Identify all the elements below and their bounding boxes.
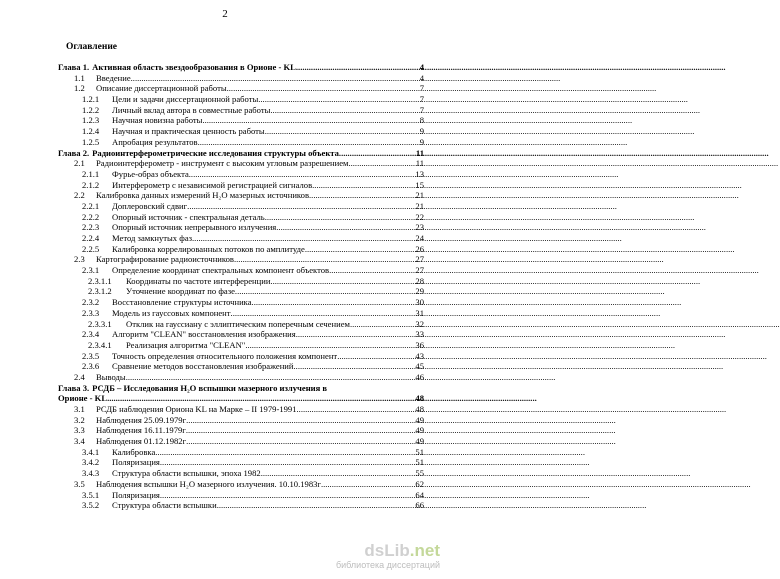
toc-entry-number: Глава 1. (58, 62, 90, 72)
toc-entry-number: 1.1 (74, 72, 85, 83)
page-number: 2 (222, 8, 228, 20)
toc-entry-title: Поляризация (112, 457, 160, 468)
toc-leader-dots (186, 415, 414, 426)
toc-entry-page: 28 (415, 275, 424, 286)
toc-leader-dots (305, 244, 415, 255)
toc-entry-title: Наблюдения вспышки H₂O мазерного излучения. 10.10.1983г (96, 478, 321, 489)
toc-leader-dots (321, 479, 414, 490)
toc-entry-number: 2.2.3 (82, 222, 100, 233)
toc-entry-title: Описание диссертационной работы (96, 83, 227, 94)
toc-entry (58, 265, 424, 276)
toc-entry-title: Фурье-образ объекта (112, 168, 189, 179)
toc-entry-title: Радиоинтерферометрические исследования структуры объекта (92, 147, 339, 158)
toc-entry-number: 3.4 (74, 436, 85, 447)
toc-leader-dots (276, 222, 414, 233)
toc-chapter-entry (58, 62, 424, 73)
toc-entry-title: Апробация результатов (112, 136, 198, 147)
toc-entry-number: 1.2.2 (82, 104, 100, 115)
toc-entry (58, 404, 424, 415)
toc-entry (58, 126, 424, 137)
toc-leader-dots (160, 490, 415, 501)
toc-entry (58, 244, 424, 255)
toc-leader-dots (296, 329, 415, 340)
toc-entry-page: 15 (415, 179, 424, 190)
toc-entry-title: Наблюдения 01.12.1982г (96, 436, 187, 447)
toc-entry-title: Метод замкнутых фаз (112, 233, 193, 243)
toc-entry-number: 3.4.2 (82, 457, 100, 468)
toc-entry-number: 2.3.1.1 (88, 275, 112, 286)
toc-entry (58, 425, 424, 436)
toc-entry (58, 351, 424, 362)
toc-entry (58, 297, 424, 308)
toc-entry (58, 329, 424, 340)
toc-leader-dots (265, 126, 419, 137)
watermark-subtitle: библиотека диссертаций (335, 560, 440, 570)
toc-leader-dots (192, 233, 414, 244)
toc-entry-title: Орионе - KL (58, 393, 108, 404)
toc-leader-dots (312, 180, 414, 191)
toc-entry-page: 11 (415, 158, 424, 169)
toc-entry-page: 32 (415, 318, 424, 329)
toc-entry-number: 2.3.5 (82, 350, 100, 361)
toc-entry-title: Доплеровский сдвиг (112, 200, 188, 211)
toc-entry-number: 3.5 (74, 478, 85, 489)
toc-leader-dots (186, 425, 415, 436)
toc-entry-page: 23 (415, 222, 424, 233)
toc-leader-dots (155, 447, 414, 458)
toc-leader-dots (235, 286, 414, 297)
toc-entry (58, 415, 424, 426)
toc-entry (58, 457, 424, 468)
toc-entry-page: 64 (415, 489, 424, 500)
toc-chapter-entry (58, 393, 424, 404)
toc-entry-title: Радиоинтерферометр - инструмент с высоким угловым разрешением (96, 158, 349, 169)
toc-entry-page: 30 (415, 297, 424, 308)
toc-entry-page: 8 (419, 115, 424, 126)
toc-leader-dots (189, 169, 415, 180)
toc-leader-dots (329, 265, 414, 276)
toc-entry-number: 1.2.3 (82, 115, 100, 126)
toc-entry-title: Калибровка коррелированных потоков по амплитуде (112, 243, 305, 254)
toc-entry-number: 2.2 (74, 190, 85, 201)
toc-entry (58, 222, 424, 233)
toc-entry-title: Введение (96, 72, 131, 83)
toc-leader-dots (309, 190, 414, 201)
toc-leader-dots (261, 468, 415, 479)
toc-entry-page: 29 (415, 286, 424, 297)
toc-entry-title: Отклик на гауссиану с эллиптическим поперечным сечением (126, 318, 350, 329)
toc-entry-number: 2.3.1 (82, 265, 100, 276)
toc-entry-page: 7 (419, 104, 424, 115)
toc-leader-dots (231, 308, 415, 319)
toc-entry-number: 2.3.4 (82, 329, 100, 340)
toc-leader-dots (234, 254, 414, 265)
toc-leader-dots (198, 137, 419, 148)
toc-entry-number: 1.2.5 (82, 136, 100, 147)
toc-entry-number: 1.2.4 (82, 126, 100, 137)
toc-entry-number: 2.2.2 (82, 211, 100, 222)
toc-entry-page: 22 (415, 211, 424, 222)
toc-entry-number: 3.1 (74, 404, 85, 414)
toc-leader-dots (227, 83, 419, 94)
toc-heading: Оглавление (66, 42, 118, 52)
toc-entry-page: 45 (415, 361, 424, 372)
toc-entry-number: 3.5.1 (82, 489, 100, 500)
table-of-contents (58, 62, 424, 511)
toc-entry-title: Координаты по частоте интерференции (126, 275, 271, 286)
toc-entry-number: 2.3 (74, 254, 85, 265)
toc-entry-title: Научная и практическая ценность работы (112, 126, 265, 137)
toc-entry-title: Активная область звездообразования в Орионе - KL (92, 62, 296, 72)
toc-entry (58, 436, 424, 447)
toc-entry-page: 43 (415, 350, 424, 361)
toc-entry-title: Наблюдения 16.11.1979г (96, 425, 186, 436)
watermark-logo (336, 542, 440, 560)
toc-leader-dots (348, 158, 414, 169)
toc-entry-number: 2.3.3 (82, 307, 100, 318)
toc-entry-page: 36 (415, 339, 424, 350)
toc-entry (58, 158, 424, 169)
toc-entry-title: РСДБ наблюдения Ориона KL на Марке – II 1979-1991 (96, 404, 297, 414)
toc-entry (58, 276, 424, 287)
toc-entry (58, 83, 424, 94)
toc-leader-dots (217, 500, 415, 511)
toc-entry (58, 94, 424, 105)
toc-entry-title: Точность определения относительного положения компонент (112, 350, 338, 361)
toc-leader-dots (126, 372, 415, 383)
toc-leader-dots (187, 201, 414, 212)
toc-entry-page: 49 (415, 414, 424, 425)
toc-entry (58, 319, 424, 330)
watermark-logo-tld: .net (409, 541, 440, 560)
toc-leader-dots (265, 212, 415, 223)
toc-entry-title: Определение координат спектральных компонент объектов (112, 265, 330, 276)
toc-entry (58, 169, 424, 180)
toc-entry-title: Интерферометр с независимой регистрацией сигналов (112, 179, 313, 190)
toc-entry-page: 46 (415, 371, 424, 382)
toc-leader-dots (202, 115, 418, 126)
toc-entry-number: 1.2.1 (82, 94, 100, 105)
toc-entry-page: 55 (415, 468, 424, 479)
toc-entry-title: Алгоритм "CLEAN" восстановления изображения (112, 329, 296, 340)
toc-entry-page: 7 (419, 94, 424, 105)
toc-entry-number: 2.3.4.1 (88, 339, 112, 350)
toc-entry-page: 33 (415, 329, 424, 340)
toc-entry (58, 137, 424, 148)
toc-entry-number: 2.2.5 (82, 243, 100, 254)
toc-entry-page: 11 (415, 147, 424, 158)
toc-entry (58, 212, 424, 223)
toc-entry (58, 115, 424, 126)
toc-entry-page: 27 (415, 254, 424, 265)
toc-entry-number: Глава 3. (58, 382, 90, 393)
toc-entry (58, 372, 424, 383)
toc-entry-page: 7 (419, 83, 424, 94)
toc-entry (58, 490, 424, 501)
toc-entry (58, 180, 424, 191)
toc-entry-number: 2.2.4 (82, 233, 100, 243)
toc-entry-page: 31 (415, 307, 424, 318)
toc-entry-number: 2.3.3.1 (88, 318, 112, 329)
toc-entry (58, 308, 424, 319)
toc-entry-number: Глава 2. (58, 147, 90, 158)
toc-entry-number: 3.4.3 (82, 468, 100, 479)
toc-entry-title: Структура области вспышки, эпоха 1982 (112, 468, 261, 479)
toc-entry-title: Цели и задачи диссертационной работы (112, 94, 259, 105)
toc-chapter-entry (58, 148, 424, 159)
toc-entry-title: Выводы (96, 371, 126, 382)
toc-leader-dots (186, 436, 414, 447)
toc-entry-page: 9 (419, 126, 424, 137)
toc-entry (58, 286, 424, 297)
toc-entry-number: 2.3.2 (82, 297, 100, 308)
toc-leader-dots (337, 351, 414, 362)
toc-entry-number: 2.3.6 (82, 361, 100, 372)
watermark-logo-main: dsLib (364, 541, 410, 560)
toc-entry-number: 2.1 (74, 158, 85, 169)
toc-leader-dots (297, 404, 415, 415)
toc-entry (58, 254, 424, 265)
toc-entry (58, 105, 424, 116)
toc-leader-dots (296, 62, 419, 73)
toc-entry-number: 3.2 (74, 414, 85, 425)
toc-leader-dots (270, 276, 414, 287)
toc-leader-dots (252, 297, 415, 308)
toc-entry-page: 62 (415, 478, 424, 489)
toc-entry (58, 447, 424, 458)
toc-chapter-entry (58, 383, 424, 394)
toc-entry-title: Восстановление структуры источника (112, 297, 252, 308)
toc-entry (58, 479, 424, 490)
toc-entry (58, 340, 424, 351)
toc-entry-title: Наблюдения 25.09.1979г (96, 414, 187, 425)
toc-entry-page: 13 (415, 168, 424, 179)
toc-entry-number: 2.4 (74, 371, 85, 382)
toc-entry-number: 2.1.2 (82, 179, 100, 190)
toc-leader-dots (339, 148, 415, 159)
toc-entry (58, 468, 424, 479)
toc-entry-page: 48 (415, 404, 424, 414)
dslib-watermark (336, 542, 440, 571)
toc-leader-dots (350, 319, 414, 330)
toc-entry-number: 3.3 (74, 425, 85, 436)
toc-entry-page: 49 (415, 436, 424, 447)
toc-entry-title: Научная новизна работы (112, 115, 203, 126)
toc-entry-title: Личный вклад автора в совместные работы (112, 104, 271, 115)
toc-leader-dots (270, 105, 418, 116)
toc-entry-title: Поляризация (112, 489, 160, 500)
toc-entry-page: 4 (419, 62, 424, 72)
toc-leader-dots (160, 457, 415, 468)
toc-entry-number: 1.2 (74, 83, 85, 94)
toc-entry (58, 361, 424, 372)
toc-entry (58, 190, 424, 201)
toc-entry-number: 2.2.1 (82, 200, 100, 211)
toc-entry-page: 4 (419, 72, 424, 83)
toc-leader-dots (245, 340, 414, 351)
toc-entry-number: 2.1.1 (82, 168, 100, 179)
toc-entry-title: Опорный источник - спектральная деталь (112, 211, 265, 222)
toc-entry-page: 26 (415, 243, 424, 254)
toc-leader-dots (258, 94, 418, 105)
toc-entry-page: 21 (415, 200, 424, 211)
toc-entry (58, 500, 424, 511)
toc-entry-title: Уточнение координат по фазе (126, 286, 235, 297)
toc-entry-page: 21 (415, 190, 424, 201)
toc-entry (58, 233, 424, 244)
toc-entry-number: 3.5.2 (82, 500, 100, 511)
toc-entry-number: 2.3.1.2 (88, 286, 112, 297)
toc-entry-page: 24 (415, 233, 424, 243)
toc-entry-page: 49 (415, 425, 424, 436)
toc-entry-title: Структура области вспышки (112, 500, 217, 511)
toc-entry-title: Модель из гауссовых компонент (112, 307, 231, 318)
toc-leader-dots (131, 73, 419, 84)
toc-entry (58, 201, 424, 212)
toc-entry-page: 66 (415, 500, 424, 511)
toc-leader-dots (107, 393, 414, 404)
toc-entry-title: Реализация алгоритма "CLEAN" (126, 339, 246, 350)
toc-entry-page: 51 (415, 446, 424, 457)
toc-entry-title: Сравнение методов восстановления изображений (112, 361, 294, 372)
toc-entry-title: Калибровка (112, 446, 156, 457)
toc-entry-title: Калибровка данных измерений H₂O мазерных источников (96, 190, 310, 201)
toc-entry (58, 73, 424, 84)
toc-entry-number: 3.4.1 (82, 446, 100, 457)
toc-entry-page: 48 (415, 393, 424, 404)
toc-entry-page: 9 (419, 136, 424, 147)
toc-entry-page: 51 (415, 457, 424, 468)
toc-leader-dots (294, 361, 415, 372)
toc-entry-title: Опорный источник непрерывного излучения (112, 222, 277, 233)
toc-entry-title: РСДБ – Исследования H₂O вспышки мазерного излучения в (92, 382, 328, 393)
toc-entry-page: 27 (415, 265, 424, 276)
toc-entry-title: Картографирование радиоисточников (96, 254, 234, 265)
